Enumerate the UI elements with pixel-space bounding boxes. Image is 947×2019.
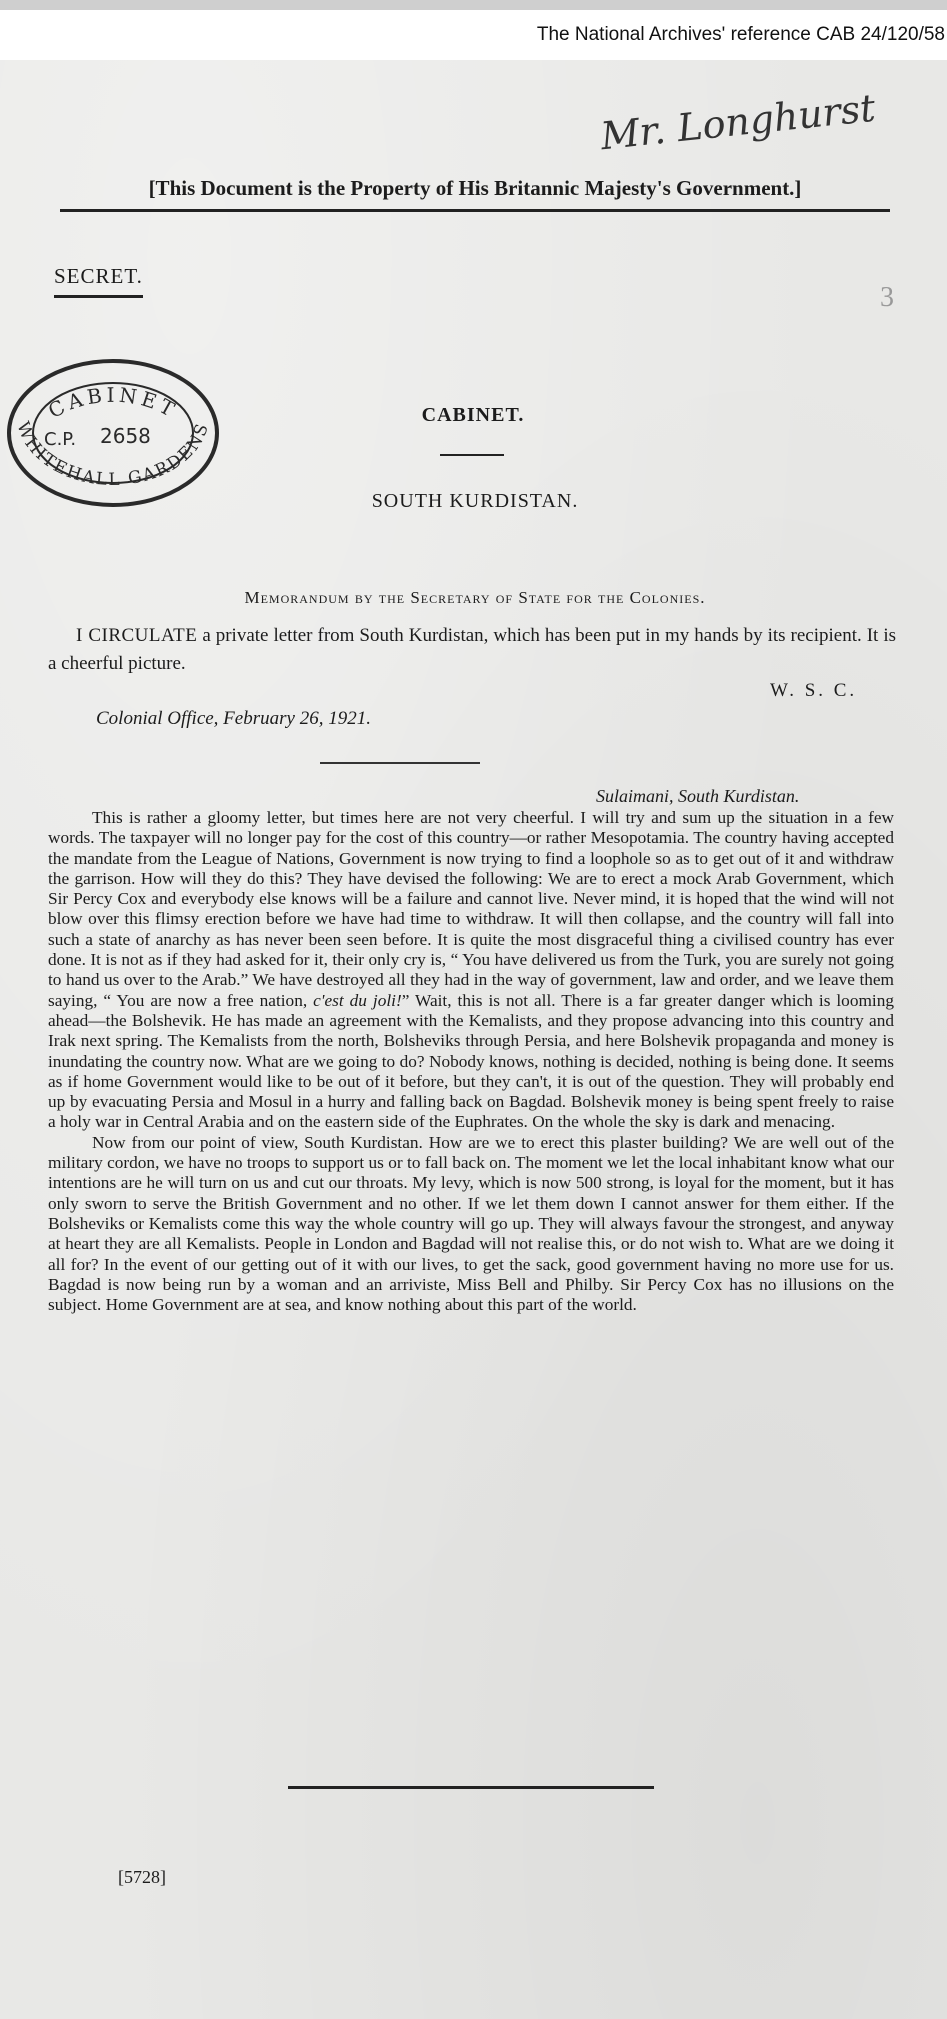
- intro-paragraph: [48, 622, 896, 678]
- letter-paragraph-1-part-b: ” Wait, this is not all. There is a far greater danger which is looming ahead—the Bolshevik. He has made an agreement with the Kemalists, and they propose advancing into this country and Irak next spring. The Kemalists from the north, Bolsheviks through Persia, and here Bolshevik propaganda and money is inundating the country now. What are we going to do? Nobody knows, nothing is decided, nothing is being done. It seems as if home Government would like to be out of it before, but they can't, it is out of the question. They will probably end up by evacuating Persia and Mosul in a hurry and falling back on Bagdad. Bolshevik money is being spent freely to raise a holy war in Central Arabia and on the eastern side of the Euphrates. On the whole the sky is dark and menacing.: [48, 990, 894, 1132]
- origin-date: Colonial Office, February 26, 1921.: [96, 708, 371, 729]
- document-page: [0, 60, 947, 2019]
- letter-paragraph-1-part-a: This is rather a gloomy letter, but times here are not very cheerful. I will try and sum up the situation in a few words. The taxpayer will no longer pay for the cost of this country—or rather Mesopotamia. The country having accepted the mandate from the League of Nations, Government is now trying to find a loophole so as to get out of it and withdraw the garrison. How will they do this? They have devised the following: We are to erect a mock Arab Government, which Sir Percy Cox and everybody else knows will be a failure and cannot live. Never mind, it is hoped that the wind will not blow over this flimsy erection before we have had time to withdraw. It will then collapse, and the country will fall into such a state of anarchy as has never been seen before. It is quite the most disgraceful thing a civilised country has ever done. It is not as if they had asked for it, their only cry is, “ You have delivered us from the Turk, you are surely not going to hand us over to the Arab.” We have destroyed all they had in the way of government, law and order, and we leave them saying, “ You are now a free nation,: [48, 808, 894, 1010]
- archive-reference: The National Archives' reference CAB 24/120/58: [536, 24, 945, 45]
- divider-end: [288, 1786, 654, 1789]
- margin-mark: 3: [880, 282, 894, 313]
- subject-heading: SOUTH KURDISTAN.: [371, 490, 579, 512]
- intro-lead: I CIRCULATE: [76, 625, 198, 646]
- stamp-seal-icon: [4, 355, 222, 511]
- intro-text: a private letter from South Kurdistan, which has been put in my hands by its recipient. It is a cheerful picture.: [48, 625, 897, 674]
- signature-initials: W. S. C.: [770, 680, 858, 701]
- cabinet-heading: CABINET.: [421, 404, 525, 426]
- document-number: [5728]: [118, 1867, 166, 1887]
- classification-label: SECRET.: [54, 264, 143, 298]
- stamp-top-text: CABINET: [44, 382, 183, 424]
- memorandum-heading: Memorandum by the Secretary of State for the Colonies.: [244, 588, 706, 607]
- cabinet-stamp: [4, 355, 222, 511]
- letter-body: [48, 808, 894, 1315]
- stamp-bottom-text: WHITEHALL GARDENS: [12, 419, 214, 491]
- archive-header-bar: [0, 0, 947, 60]
- letter-paragraph-2: Now from our point of view, South Kurdistan. How are we to erect this plaster building? We are well out of the military cordon, we have no troops to support us or to fall back on. The moment we let the local inhabitant know what our intentions are he will turn on us and cut our throats. My levy, which is now 500 strong, is loyal for the moment, but it has only sworn to serve the British Government and no other. If we let them down I cannot answer for them either. If the Bolsheviks or Kemalists come this way the whole country will go up. They will always favour the strongest, and anyway at heart they are all Kemalists. People in London and Bagdad will not realise this, or do not wish to. What are we doing it all for? In the event of our getting out of it with our lives, to get the sack, good government having no more use for us. Bagdad is now being run by a woman and an arriviste, Miss Bell and Philby. Sir Percy Cox has no illusions on the subject. Home Government are at sea, and know nothing about this part of the world.: [48, 1132, 894, 1315]
- letter-paragraph-1-italic: c'est du joli!: [313, 990, 402, 1010]
- stamp-cp-label: C.P.: [44, 429, 77, 450]
- property-notice: [This Document is the Property of His Britannic Majesty's Government.]: [60, 176, 890, 212]
- letter-paragraph-1: [48, 808, 894, 1133]
- stamp-number: 2658: [100, 424, 151, 448]
- divider-middle: [320, 762, 480, 764]
- letter-place: Sulaimani, South Kurdistan.: [596, 786, 800, 806]
- divider-short: [440, 454, 504, 456]
- handwritten-name: Mr. Longhurst: [598, 85, 878, 159]
